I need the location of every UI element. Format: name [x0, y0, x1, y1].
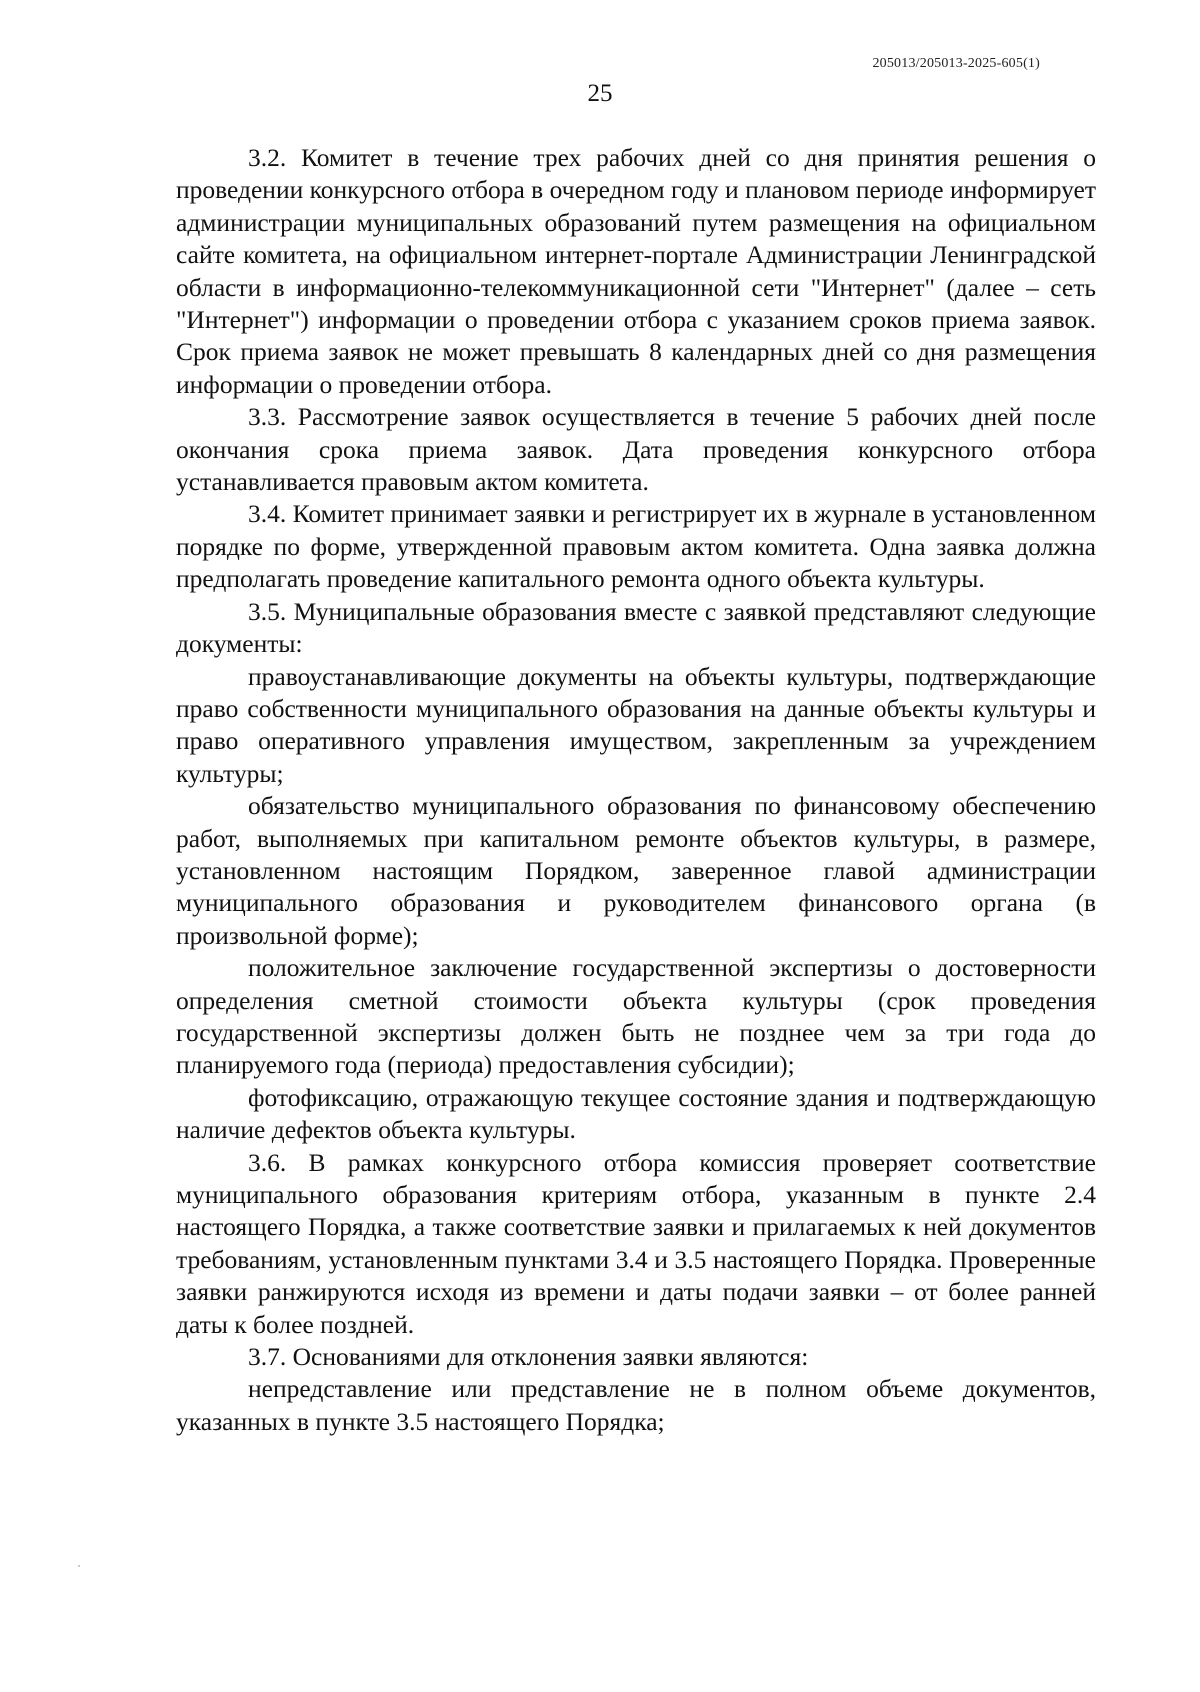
scan-speck: [78, 1565, 80, 1567]
list-item-rejection-ground: непредставление или представление не в полном объеме документов, указанных в пункте 3.5 настоящего Порядка;: [176, 1374, 1096, 1436]
list-item-expertise-conclusion: положительное заключение государственной экспертизы о достоверности определения сметной стоимости объекта культуры (срок проведения государственной экспертизы должен быть не позднее чем за три года до планируемого года (периода) предоставления субсидии);: [176, 953, 1096, 1080]
paragraph-3-6: 3.6. В рамках конкурсного отбора комиссия проверяет соответствие муниципального образования критериям отбора, указанным в пункте 2.4 настоящего Порядка, а также соответствие заявки и прилагаемых к ней документов требованиям, установленным пунктами 3.4 и 3.5 настоящего Порядка. Проверенные заявки ранжируются исходя из времени и даты подачи заявки – от более ранней даты к более поздней.: [176, 1147, 1096, 1339]
page-number: 25: [587, 80, 613, 107]
paragraph-3-4: 3.4. Комитет принимает заявки и регистрирует их в журнале в установленном порядке по форме, утвержденной правовым актом комитета. Одна заявка должна предполагать проведение капитального ремонта одного объекта культуры.: [176, 499, 1096, 594]
paragraph-3-5: 3.5. Муниципальные образования вместе с заявкой представляют следующие документы:: [176, 596, 1096, 659]
document-body: [176, 142, 1096, 1438]
document-id: 205013/205013-2025-605(1): [872, 56, 1040, 71]
paragraph-3-3: 3.3. Рассмотрение заявок осуществляется в течение 5 рабочих дней после окончания срока приема заявок. Дата проведения конкурсного отбора устанавливается правовым актом комитета.: [176, 402, 1096, 497]
list-item-photo-recording: фотофиксацию, отражающую текущее состояние здания и подтверждающую наличие дефектов объекта культуры.: [176, 1082, 1096, 1145]
paragraph-3-2: 3.2. Комитет в течение трех рабочих дней со дня принятия решения о проведении конкурсного отбора в очередном году и плановом периоде информирует администрации муниципальных образований путем размещения на официальном сайте комитета, на официальном интернет-портале Администрации Ленинградской области в информационно-телекоммуникационной сети "Интернет" (далее – сеть "Интернет") информации о проведении отбора с указанием сроков приема заявок. Срок приема заявок не может превышать 8 календарных дней со дня размещения информации о проведении отбора.: [176, 143, 1096, 399]
paragraph-3-7: 3.7. Основаниями для отклонения заявки являются:: [248, 1342, 809, 1372]
list-item-ownership-documents: правоустанавливающие документы на объекты культуры, подтверждающие право собственности муниципального образования на данные объекты культуры и право оперативного управления имуществом, закрепленным за учреждением культуры;: [176, 661, 1096, 788]
list-item-financial-obligation: обязательство муниципального образования по финансовому обеспечению работ, выполняемых при капитальном ремонте объектов культуры, в размере, установленном настоящим Порядком, заверенное главой администрации муниципального образования и руководителем финансового органа (в произвольной форме);: [176, 791, 1096, 950]
